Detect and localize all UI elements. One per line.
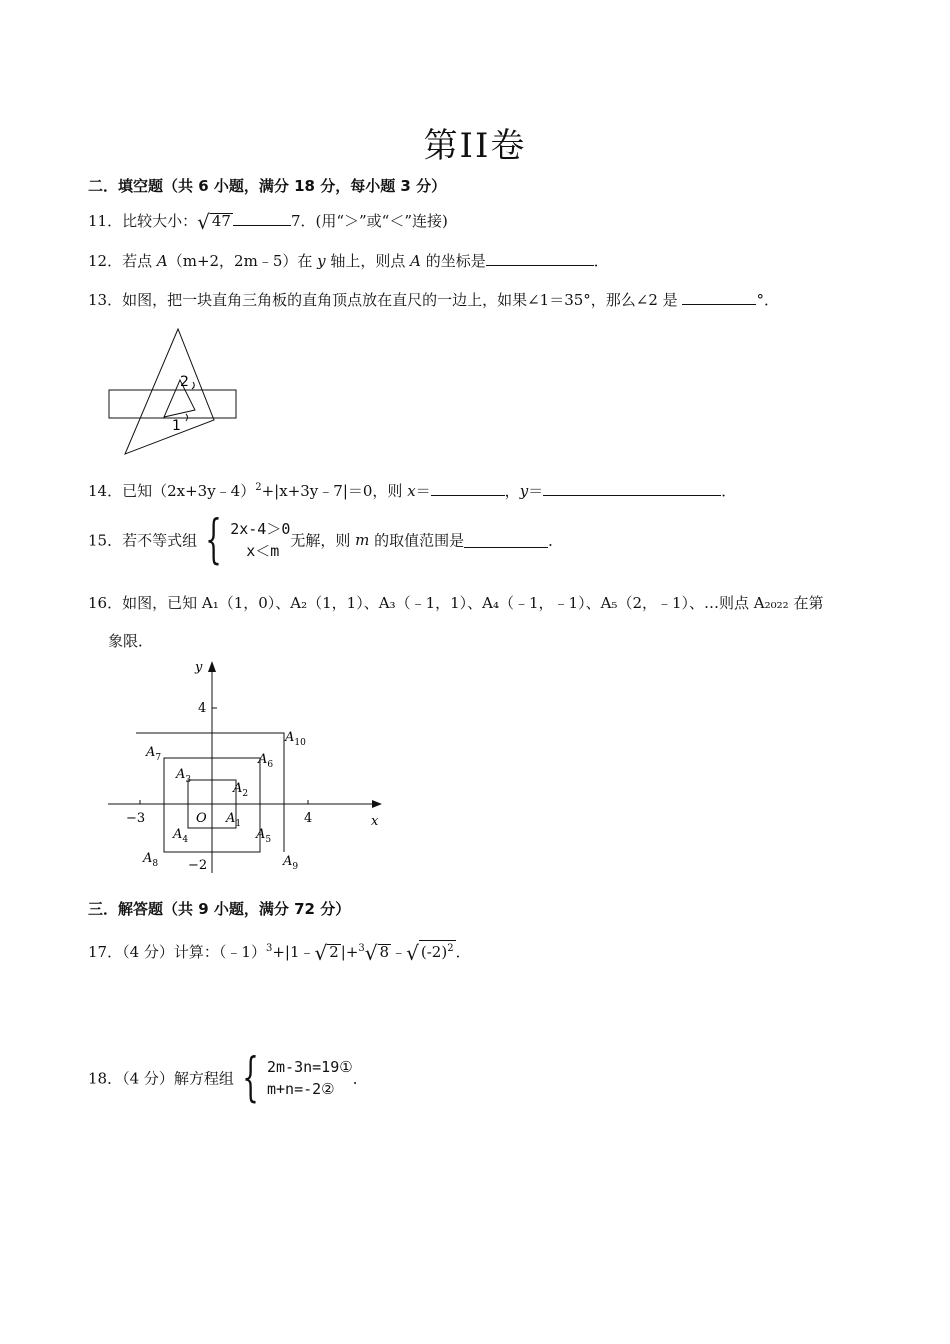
root-index: 3 [358,943,365,954]
inequality-2: x＜m [246,542,280,560]
question-text: （m+2，2m﹣5）在 [167,252,318,270]
question-text: ＝ [528,482,544,500]
sqrt-sign: √ [197,210,210,234]
angle-1-label: 1 [172,418,181,434]
question-11 [88,210,448,234]
page-title: 第II卷 [423,126,527,166]
question-18 [88,1048,368,1108]
radicand [419,940,456,960]
var: A [410,252,422,270]
point-label-a7: $A_7$ [146,745,162,763]
var: m [355,531,370,549]
ruler [109,390,236,418]
question-number: 15． [88,531,123,550]
question-text: 若不等式组 [122,531,198,550]
question-number: 12． [88,252,123,270]
question-text: 无解，则 [290,531,356,550]
point-labels [142,730,306,872]
section-heading-fill-in: 二．填空题（共 6 小题，满分 18 分，每小题 3 分） [88,177,447,195]
equation-1: 2m-3n=19① [267,1058,353,1076]
tick-label: −3 [126,811,146,826]
question-number: 14． [88,482,123,500]
origin-label: O [196,811,207,826]
point-label-a2: $A_2$ [233,781,249,799]
question-text: °． [756,291,779,309]
var: y [519,482,529,500]
question-text: |+ [340,943,359,961]
question-number: 16． [88,594,123,612]
inequality-system [230,518,290,562]
section-heading-solve: 三．解答题（共 9 小题，满分 72 分） [88,900,351,918]
point-label-a5: $A_5$ [256,827,272,845]
question-text: ， [504,482,520,500]
question-15 [88,510,564,570]
x-axis-label: x [371,814,379,829]
question-text: ． [721,482,737,500]
question-text: 若点 [122,252,157,270]
question-14 [88,480,736,501]
question-text: ． [455,943,471,961]
answer-blank[interactable] [464,533,548,548]
answer-blank-x[interactable] [431,481,505,496]
x-axis-arrow-icon [372,800,382,808]
question-text: 象限． [108,632,154,650]
y-axis-arrow-icon [208,661,216,672]
inequality-1: 2x-4＞0 [230,520,291,538]
question-number: 13． [88,291,123,309]
radicand: 47 [211,212,231,230]
exponent: 2 [255,482,262,493]
question-text: 如图，已知 A₁（1，0）、A₂（1，1）、A₃（﹣1，1）、A₄（﹣1，﹣1）、A₅（2，﹣1）、…则点 A₂₀₂₂ 在第 [122,594,824,612]
sqrt-sign: √ [406,941,419,965]
question-text: 的取值范围是 [369,531,465,550]
question-text: ． [548,531,564,550]
tick-label: 4 [198,701,207,716]
var: A [156,252,168,270]
point-label-a8: $A_8$ [143,851,159,869]
cube-root-sign: √ [364,941,378,965]
exponent: 3 [265,943,273,954]
question-number: 11． [88,212,123,230]
question-text: 7．(用“＞”或“＜”连接) [290,212,448,230]
question-text: 已知（2x+3y﹣4） [122,482,256,500]
question-13 [88,289,779,310]
point-label-a10: $A_{10}$ [285,730,306,748]
var: x [407,482,416,500]
point-label-a3: $A_3$ [176,767,192,785]
answer-blank[interactable] [486,251,594,266]
equation-system [267,1056,353,1100]
brace-icon: { [205,510,222,570]
question-16-line2 [108,630,153,651]
var: y [317,252,326,270]
question-text: +|x+3y﹣7|＝0，则 [261,482,408,500]
radicand-base: (-2) [420,943,448,961]
question-text: 如图，把一块直角三角板的直角顶点放在直尺的一边上，如果∠1＝35°，那么∠2 是 [122,291,683,309]
question-text: （4 分）解方程组 [122,1069,234,1088]
question-text: ﹣ [391,943,407,961]
point-label-a9: $A_9$ [283,854,299,872]
point-label-a4: $A_4$ [173,827,189,845]
question-number: 18． [88,1069,123,1088]
coordinate-figure [100,655,400,885]
question-text: ＝ [415,482,431,500]
radicand: 2 [329,943,339,961]
brace-icon: { [242,1048,259,1108]
sqrt-sign: √ [314,941,328,965]
answer-blank[interactable] [682,290,756,305]
angle-2-arc [192,382,194,389]
answer-blank[interactable] [233,211,291,226]
tick-label: −2 [188,858,208,873]
answer-blank-y[interactable] [543,481,721,496]
question-12 [88,250,609,271]
radicand: 8 [379,943,390,961]
question-text: ． [352,1069,368,1088]
y-axis-label: y [195,660,203,675]
question-text: 比较大小： [122,212,198,230]
question-number: 17． [88,943,123,961]
question-17 [88,940,471,965]
question-text: 轴上，则点 [325,252,411,270]
question-text: （4 分）计算：（﹣1） [122,943,266,961]
exponent: 2 [447,943,454,954]
angle-2-label: 2 [180,374,189,390]
triangle-outer [125,329,214,454]
question-text: ． [593,252,609,270]
question-16 [88,592,823,613]
point-label-a1: $A_1$ [226,811,242,829]
equation-2: m+n=-2② [267,1080,335,1098]
triangle-ruler-figure [100,322,250,462]
question-text: 的坐标是 [421,252,486,270]
question-text: +|1﹣ [272,943,315,961]
point-label-a6: $A_6$ [258,752,274,770]
tick-label: 4 [304,811,313,826]
